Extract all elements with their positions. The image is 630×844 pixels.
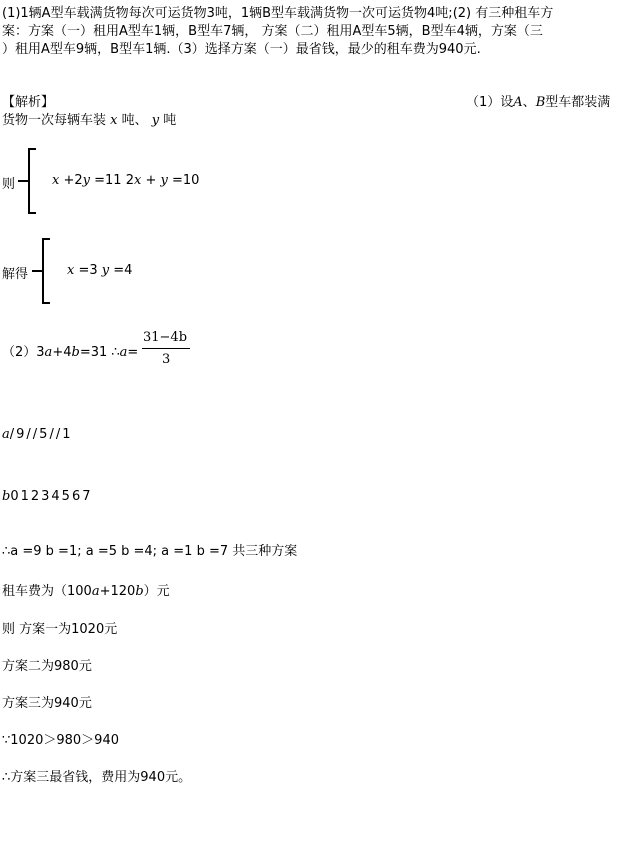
part1-intro-text-b: 型车都装满 bbox=[545, 95, 611, 110]
cost-b: +120 bbox=[99, 584, 136, 599]
part1-intro-sep: 、 bbox=[522, 95, 536, 110]
table-b-var: b bbox=[2, 489, 11, 504]
sol-y-val: =4 bbox=[109, 263, 133, 278]
cost-c: ）元 bbox=[143, 584, 170, 599]
cost-bv: b bbox=[135, 584, 144, 599]
part1-line2-c: 吨 bbox=[159, 113, 177, 128]
eq2-y: y bbox=[160, 173, 168, 188]
part2-eq: = bbox=[127, 345, 139, 360]
table-a-var: a bbox=[2, 427, 10, 442]
system1-equations bbox=[52, 173, 199, 188]
var-y: y bbox=[151, 113, 160, 128]
cost-formula bbox=[2, 580, 170, 599]
analysis-tag: 【解析】 bbox=[2, 95, 55, 110]
part1-line2-b: 吨、 bbox=[117, 113, 148, 128]
table-a-row bbox=[2, 427, 72, 442]
eq1-y: y bbox=[82, 173, 90, 188]
part2-av2: a bbox=[119, 345, 128, 360]
part1-intro-line2 bbox=[2, 109, 176, 128]
part2-c: =31 ∴ bbox=[79, 345, 120, 360]
cost-a: 租车费为（100 bbox=[2, 584, 92, 599]
var-x: x bbox=[110, 113, 118, 128]
eq1-b: +2 bbox=[59, 173, 83, 188]
question-line-3: ）租用A型车9辆，B型车1辆.（3）选择方案（一）最省钱，最少的租车费为940元. bbox=[2, 42, 481, 57]
part2-a: （2）3 bbox=[2, 345, 45, 360]
table-a-values: /9//5//1 bbox=[9, 427, 73, 442]
sol-y: y bbox=[101, 263, 110, 278]
solutions-line: ∴a =9 b =1; a =5 b =4; a =1 b =7 共三种方案 bbox=[2, 544, 298, 559]
part1-intro-text-a: （1）设 bbox=[466, 95, 514, 110]
eq1-d: =11 2 bbox=[90, 173, 134, 188]
part1-intro bbox=[466, 91, 610, 110]
eq1-x: x bbox=[52, 173, 60, 188]
system2-solution bbox=[67, 263, 132, 278]
fraction-denominator: 3 bbox=[162, 352, 171, 367]
table-b-row bbox=[2, 489, 93, 504]
fraction-bar bbox=[142, 348, 190, 349]
part2-bv: b bbox=[71, 345, 80, 360]
var-A: A bbox=[513, 95, 523, 110]
conclusion: ∴方案三最省钱，费用为940元。 bbox=[2, 770, 192, 785]
sol-x-val: =3 bbox=[74, 263, 102, 278]
comparison: ∵1020＞980＞940 bbox=[2, 733, 119, 748]
plan2-cost: 方案二为980元 bbox=[2, 659, 92, 674]
eq2-d: =10 bbox=[167, 173, 200, 188]
system1-label: 则 bbox=[2, 177, 16, 192]
part2-av: a bbox=[44, 345, 53, 360]
sol-x: x bbox=[67, 263, 75, 278]
part2-b: +4 bbox=[52, 345, 72, 360]
var-B: B bbox=[535, 95, 546, 110]
question-line-1: (1)1辆A型车载满货物每次可运货物3吨，1辆B型车载满货物一次可运货物4吨;(2) 有三种租车方 bbox=[2, 6, 554, 21]
part1-line2-a: 货物一次每辆车装 bbox=[2, 113, 107, 128]
fraction-numerator: 31−4b bbox=[143, 330, 188, 345]
eq2-x: x bbox=[133, 173, 142, 188]
question-line-2: 案：方案（一）租用A型车1辆，B型车7辆， 方案（二）租用A型车5辆，B型车4辆，方案（三 bbox=[2, 24, 543, 39]
plan1-cost: 则 方案一为1020元 bbox=[2, 622, 118, 637]
part2-equation bbox=[2, 341, 138, 360]
plan3-cost: 方案三为940元 bbox=[2, 696, 92, 711]
cost-av: a bbox=[91, 584, 100, 599]
table-b-values: 01234567 bbox=[10, 489, 93, 504]
system2-label: 解得 bbox=[2, 267, 29, 282]
eq2-b: + bbox=[141, 173, 161, 188]
